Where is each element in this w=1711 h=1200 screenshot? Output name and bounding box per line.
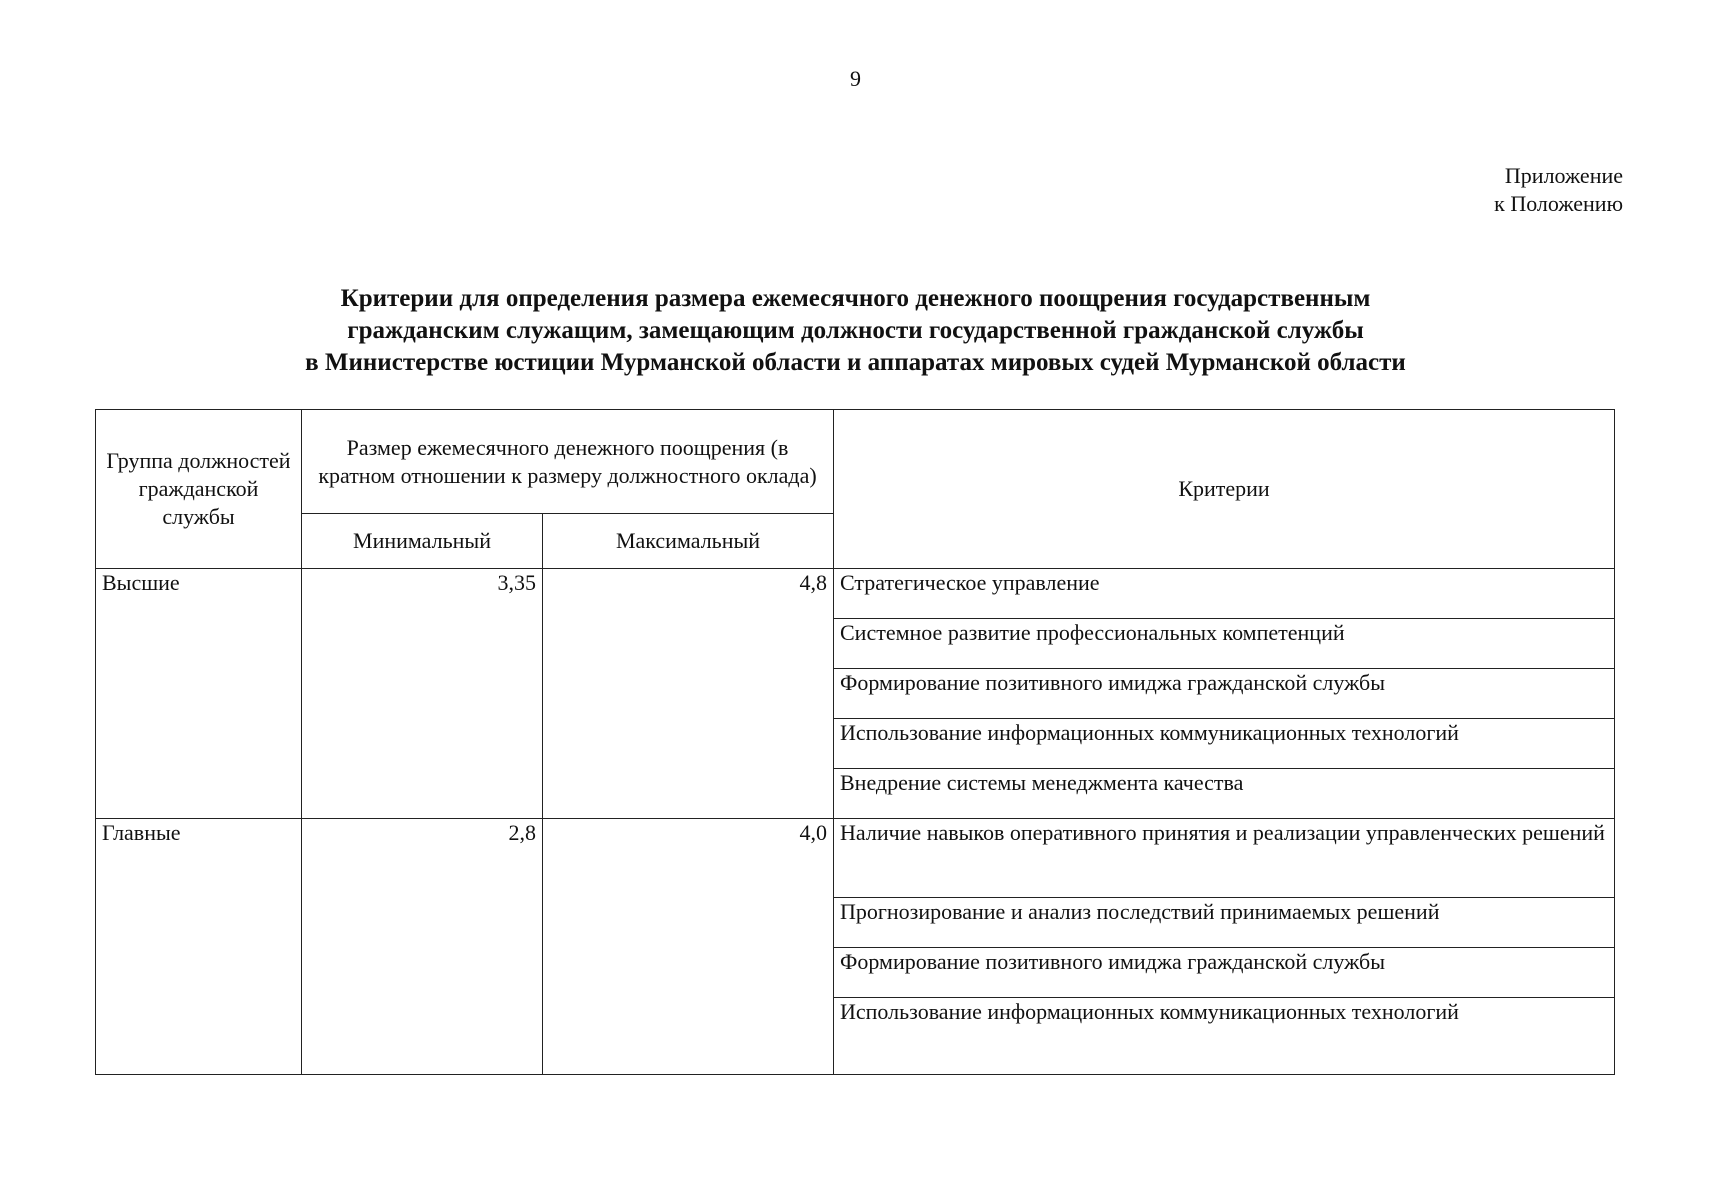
header-criteria: Критерии: [834, 410, 1615, 569]
table-row: [96, 819, 1615, 898]
min-value-cell: 2,8: [302, 819, 543, 1075]
title-line-2: гражданским служащим, замещающим должности государственной гражданской службы: [347, 317, 1364, 344]
criterion-cell: Формирование позитивного имиджа гражданской службы: [834, 669, 1615, 719]
criterion-cell: Использование информационных коммуникационных технологий: [834, 998, 1615, 1075]
criteria-table: [95, 409, 1615, 1075]
criterion-cell: Внедрение системы менеджмента качества: [834, 769, 1615, 819]
header-group: Группа должностей гражданской службы: [96, 410, 302, 569]
appendix-line-1: Приложение: [1504, 163, 1623, 188]
criterion-cell: Прогнозирование и анализ последствий принимаемых решений: [834, 898, 1615, 948]
group-name-cell: Главные: [96, 819, 302, 1075]
criterion-cell: Использование информационных коммуникационных технологий: [834, 719, 1615, 769]
criterion-cell: Системное развитие профессиональных компетенций: [834, 619, 1615, 669]
appendix-note: [1494, 162, 1623, 218]
page-number: 9: [850, 66, 861, 91]
title-line-3: в Министерстве юстиции Мурманской области и аппаратах мировых судей Мурманской области: [305, 349, 1406, 376]
criterion-cell: Наличие навыков оперативного принятия и реализации управленческих решений: [834, 819, 1615, 898]
table-row: [96, 569, 1615, 619]
group-name-cell: Высшие: [96, 569, 302, 819]
header-max: Максимальный: [543, 514, 834, 569]
criterion-cell: Формирование позитивного имиджа гражданской службы: [834, 948, 1615, 998]
header-size: Размер ежемесячного денежного поощрения (в кратном отношении к размеру должностного оклада): [302, 410, 834, 514]
max-value-cell: 4,0: [543, 819, 834, 1075]
max-value-cell: 4,8: [543, 569, 834, 819]
header-min: Минимальный: [302, 514, 543, 569]
appendix-line-2: к Положению: [1494, 191, 1623, 216]
criterion-cell: Стратегическое управление: [834, 569, 1615, 619]
min-value-cell: 3,35: [302, 569, 543, 819]
title-line-1: Критерии для определения размера ежемесячного денежного поощрения государственным: [340, 285, 1371, 312]
document-title: [140, 283, 1571, 379]
